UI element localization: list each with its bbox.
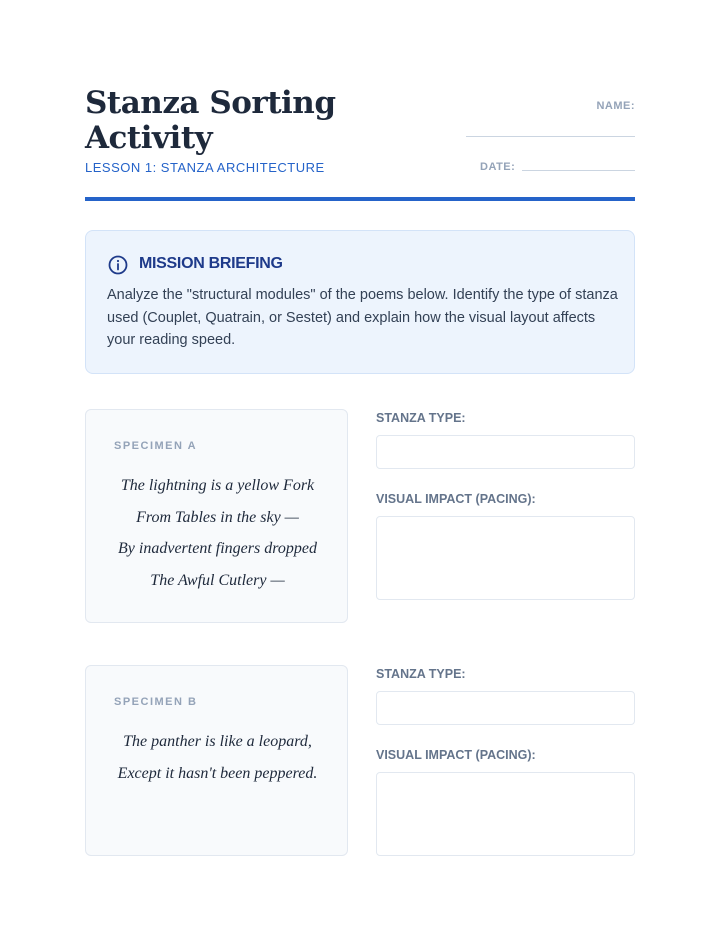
briefing-title: MISSION BRIEFING: [139, 255, 283, 272]
specimen-b-card: [85, 665, 348, 856]
visual-impact-textarea-a[interactable]: [376, 516, 635, 600]
specimen-label: SPECIMEN A: [114, 440, 198, 452]
name-label: NAME:: [596, 100, 635, 112]
specimen-label: SPECIMEN B: [114, 696, 198, 708]
poem-line: Except it hasn't been peppered.: [117, 764, 318, 782]
visual-impact-label-a: VISUAL IMPACT (PACING):: [376, 492, 536, 506]
stanza-type-input-b[interactable]: [376, 691, 635, 725]
visual-impact-textarea-b[interactable]: [376, 772, 635, 856]
stanza-type-input-a[interactable]: [376, 435, 635, 469]
poem-line: From Tables in the sky —: [136, 508, 299, 526]
briefing-instructions: Analyze the "structural modules" of the poems below. Identify the type of stanza used (Couplet, Quatrain, or Sestet) and explain how the visual layout affects your reading speed.: [107, 287, 618, 348]
specimen-a-card: [85, 409, 348, 623]
date-field[interactable]: [522, 170, 635, 171]
stanza-type-label-a: STANZA TYPE:: [376, 411, 466, 425]
header-divider: [85, 197, 635, 201]
poem-line: The lightning is a yellow Fork: [120, 477, 315, 494]
page-title: Stanza Sorting Activity: [85, 85, 336, 156]
name-field[interactable]: [466, 136, 635, 137]
info-circle-icon: [108, 255, 128, 275]
poem-text: [86, 726, 349, 789]
stanza-type-label-b: STANZA TYPE:: [376, 667, 466, 681]
worksheet-header: [85, 86, 635, 202]
poem-line: The panther is like a leopard,: [123, 733, 312, 750]
visual-impact-label-b: VISUAL IMPACT (PACING):: [376, 748, 536, 762]
poem-line: By inadvertent fingers dropped: [118, 540, 317, 558]
lesson-subtitle: LESSON 1: STANZA ARCHITECTURE: [85, 160, 325, 175]
poem-text: [86, 470, 349, 597]
mission-briefing-panel: [85, 230, 635, 374]
date-label: DATE:: [480, 161, 516, 173]
poem-line: The Awful Cutlery —: [150, 572, 285, 590]
